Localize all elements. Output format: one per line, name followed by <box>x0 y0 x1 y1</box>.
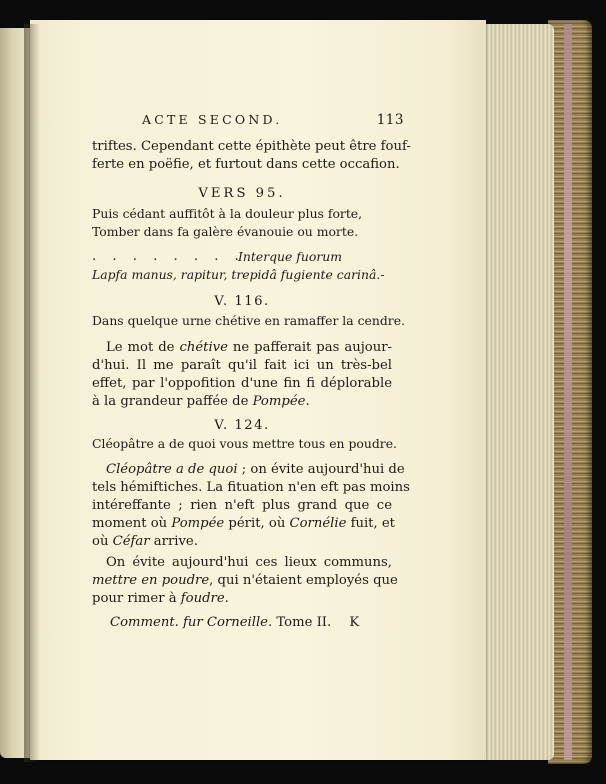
verse-heading: VERS 95. <box>198 186 286 201</box>
latin-line <box>92 248 392 266</box>
text-span: , qui n'étaient employés que <box>209 573 398 588</box>
text-span: ne pafferait pas aujour- <box>232 340 392 355</box>
text-span: mettre en poudre <box>92 573 210 588</box>
quote-line: Dans quelque urne chétive en ramaffer la cendre. <box>92 313 405 328</box>
latin-text: Interque fuorum <box>238 249 342 264</box>
text-span: Pompée <box>171 516 225 531</box>
quote-line: Cléopâtre a de quoi vous mettre tous en poudre. <box>92 436 397 451</box>
quote-line: Puis cédant auffitôt à la douleur plus forte, <box>92 206 363 221</box>
gutter-shadow <box>24 24 40 762</box>
running-head-title: ACTE SECOND. <box>142 112 283 127</box>
text-span: Le mot de <box>106 340 175 355</box>
book-page <box>30 20 486 760</box>
text-span: foudre <box>180 591 225 606</box>
footer-title: Comment. fur Corneille. <box>110 615 273 630</box>
verse-heading: V. 116. <box>214 294 270 309</box>
text-line <box>92 590 229 608</box>
page-footer <box>110 614 392 632</box>
text-span: . <box>224 591 229 606</box>
text-line: ferte en poëfie, et furtout dans cette occafion. <box>92 157 400 172</box>
text-line <box>92 515 395 533</box>
ellipsis-dots: . . . . . . . . <box>92 249 245 264</box>
text-span: arrive. <box>153 534 198 549</box>
text-span: fuit, et <box>350 516 395 531</box>
text-span: moment où <box>92 516 168 531</box>
text-span: . <box>305 394 310 409</box>
verse-heading: V. 124. <box>214 418 270 433</box>
running-head <box>142 112 404 127</box>
text-span: Pompée <box>252 394 306 409</box>
text-line: triftes. Cependant cette épithète peut être fouf- <box>92 139 411 154</box>
text-span: périt, où <box>228 516 286 531</box>
text-line: intéreffante ; rien n'eft plus grand que ce <box>92 498 392 513</box>
text-line: d'hui. Il me paraît qu'il fait ici un très-bel <box>92 358 392 373</box>
text-line <box>92 533 198 551</box>
text-line <box>92 393 310 411</box>
page-number: 113 <box>376 112 404 128</box>
page-stack-edges <box>484 24 554 760</box>
text-span: ; on évite aujourd'hui de <box>241 462 405 477</box>
text-line: On évite aujourd'hui ces lieux communs, <box>106 555 392 570</box>
text-span: pour rimer à <box>92 591 177 606</box>
text-line <box>106 339 392 357</box>
text-line <box>92 572 398 590</box>
quote-line: Tomber dans fa galère évanouie ou morte. <box>92 224 359 239</box>
text-span: à la grandeur paffée de <box>92 394 249 409</box>
text-span: où <box>92 534 109 549</box>
text-line: tels hémiftiches. La fituation n'en eft pas moins <box>92 480 410 495</box>
text-line: effet, par l'oppofition d'une fin fi déplorable <box>92 376 392 391</box>
text-span: Cornélie <box>289 516 347 531</box>
text-line <box>106 461 405 479</box>
text-span: Céfar <box>112 534 150 549</box>
text-span: chétive <box>179 340 228 355</box>
latin-line: Lapfa manus, rapitur, trepidâ fugiente carinâ.- <box>92 267 385 282</box>
text-span: Cléopâtre a de quoi <box>106 462 238 477</box>
cover-ribbon <box>564 24 572 760</box>
footer-tome: Tome II. <box>276 615 332 630</box>
signature-mark: K <box>349 615 360 630</box>
